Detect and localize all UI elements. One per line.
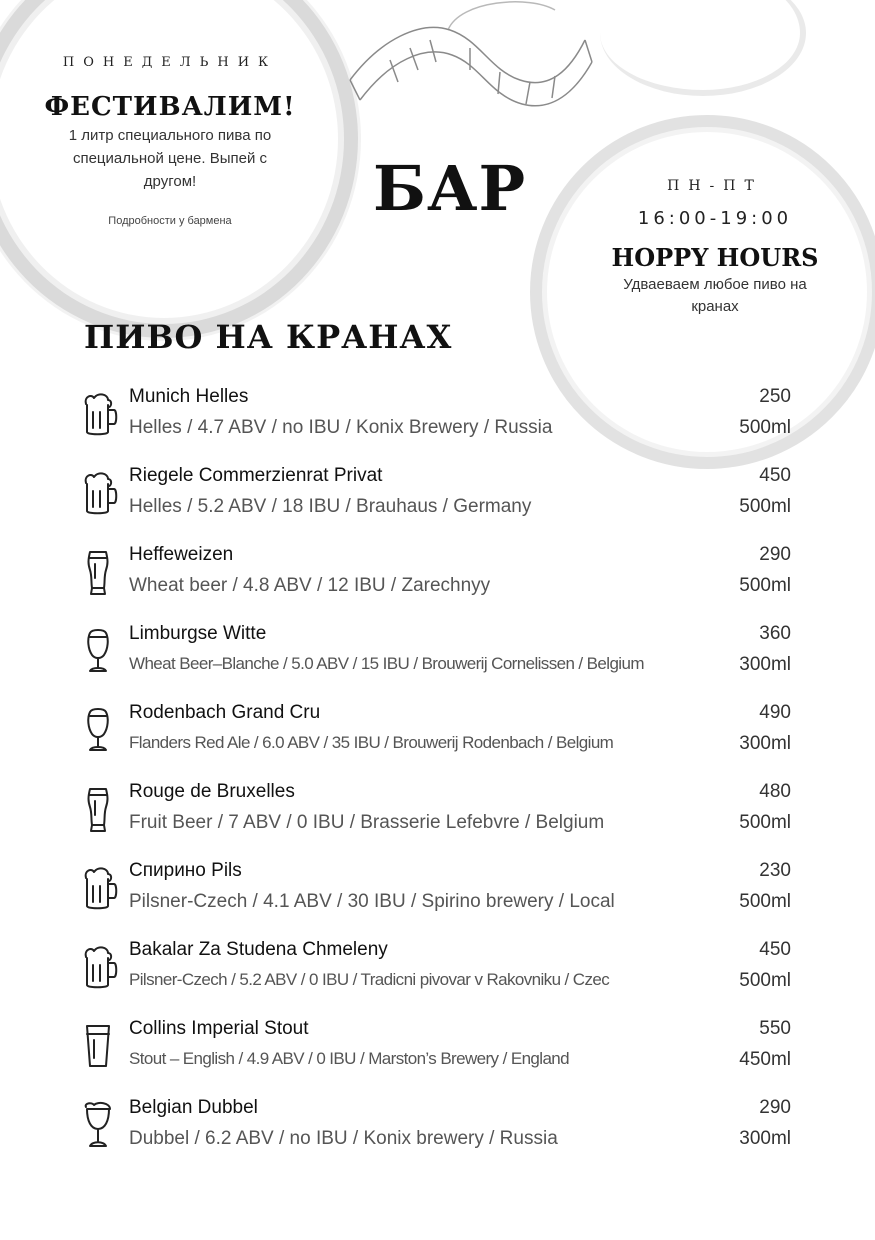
beer-description: Flanders Red Ale / 6.0 ABV / 35 IBU / Brouwerij Rodenbach / Belgium xyxy=(129,733,614,752)
beer-mug-icon xyxy=(78,943,118,991)
ribbon-decoration xyxy=(330,0,600,150)
menu-item xyxy=(78,700,793,779)
beer-name: Riegele Commerzienrat Privat xyxy=(129,465,383,486)
beer-description: Stout – English / 4.9 ABV / 0 IBU / Marston’s Brewery / England xyxy=(129,1049,570,1068)
hoppy-hours-promo xyxy=(585,178,845,318)
menu-item xyxy=(78,1095,793,1174)
weizen-glass-icon xyxy=(78,785,118,833)
beer-mug-icon xyxy=(78,390,118,438)
menu-item xyxy=(78,542,793,621)
beer-price: 290 xyxy=(759,1097,791,1118)
tulip-glass-icon xyxy=(78,706,118,754)
promo-title: ФЕСТИВАЛИМ! xyxy=(44,92,296,122)
promo-days: ПН-ПТ xyxy=(667,178,763,194)
beer-description: Wheat Beer–Blanche / 5.0 ABV / 15 IBU / Brouwerij Cornelissen / Belgium xyxy=(129,654,644,673)
beer-description: Fruit Beer / 7 ABV / 0 IBU / Brasserie Lefebvre / Belgium xyxy=(129,812,605,833)
beer-description: Pilsner-Czech / 5.2 ABV / 0 IBU / Tradicni pivovar v Rakovniku / Czec xyxy=(129,970,610,989)
beer-description: Dubbel / 6.2 ABV / no IBU / Konix brewery / Russia xyxy=(129,1128,558,1149)
beer-name: Munich Helles xyxy=(129,386,249,407)
section-title: ПИВО НА КРАНАХ xyxy=(84,318,453,356)
beer-name: Rouge de Bruxelles xyxy=(129,781,295,802)
beer-volume: 500ml xyxy=(739,417,791,438)
promo-text: Удваеваем любое пиво на кранах xyxy=(623,276,807,315)
beer-name: Collins Imperial Stout xyxy=(129,1018,309,1039)
promo-day: ПОНЕДЕЛЬНИК xyxy=(62,55,278,70)
beer-description: Pilsner-Czech / 4.1 ABV / 30 IBU / Spirino brewery / Local xyxy=(129,891,615,912)
beer-volume: 500ml xyxy=(739,970,791,991)
promo-time: 16:00-19:00 xyxy=(637,208,793,229)
beer-price: 550 xyxy=(759,1018,791,1039)
beer-price: 450 xyxy=(759,939,791,960)
menu-item xyxy=(78,463,793,542)
menu-item xyxy=(78,1016,793,1095)
beer-price: 360 xyxy=(759,623,791,644)
beer-description: Helles / 5.2 ABV / 18 IBU / Brauhaus / Germany xyxy=(129,496,532,517)
beer-menu xyxy=(78,384,793,1174)
beer-name: Bakalar Za Studena Chmeleny xyxy=(129,939,388,960)
monday-promo xyxy=(20,55,320,227)
beer-mug-icon xyxy=(78,469,118,517)
menu-item xyxy=(78,779,793,858)
menu-item xyxy=(78,937,793,1016)
beer-description: Helles / 4.7 ABV / no IBU / Konix Brewery / Russia xyxy=(129,417,553,438)
beer-volume: 500ml xyxy=(739,496,791,517)
beer-name: Спирино Pils xyxy=(129,860,242,881)
beer-mug-icon xyxy=(78,864,118,912)
beer-name: Rodenbach Grand Cru xyxy=(129,702,321,723)
beer-volume: 450ml xyxy=(739,1049,791,1070)
promo-note: Подробности у бармена xyxy=(108,215,232,227)
tulip-glass-icon xyxy=(78,627,118,675)
beer-volume: 300ml xyxy=(739,733,791,754)
promo-text: 1 литр специального пива по специальной цене. Выпей с другом! xyxy=(68,127,272,190)
beer-volume: 500ml xyxy=(739,812,791,833)
beer-price: 230 xyxy=(759,860,791,881)
page-title: БАР xyxy=(373,152,527,225)
beer-description: Wheat beer / 4.8 ABV / 12 IBU / Zarechnyy xyxy=(129,575,491,596)
pint-glass-icon xyxy=(78,1022,118,1070)
weizen-glass-icon xyxy=(78,548,118,596)
promo-title: HOPPY HOURS xyxy=(611,243,819,272)
beer-price: 450 xyxy=(759,465,791,486)
beer-volume: 500ml xyxy=(739,891,791,912)
beer-name: Limburgse Witte xyxy=(129,623,267,644)
beer-name: Heffeweizen xyxy=(129,544,234,565)
menu-item xyxy=(78,621,793,700)
beer-price: 290 xyxy=(759,544,791,565)
menu-item xyxy=(78,858,793,937)
beer-volume: 300ml xyxy=(739,654,791,675)
beer-price: 480 xyxy=(759,781,791,802)
beer-price: 490 xyxy=(759,702,791,723)
beer-price: 250 xyxy=(759,386,791,407)
beer-volume: 500ml xyxy=(739,575,791,596)
goblet-glass-icon xyxy=(78,1101,118,1149)
beer-volume: 300ml xyxy=(739,1128,791,1149)
beer-name: Belgian Dubbel xyxy=(129,1097,258,1118)
menu-item xyxy=(78,384,793,463)
coffee-stain-top xyxy=(600,0,806,96)
